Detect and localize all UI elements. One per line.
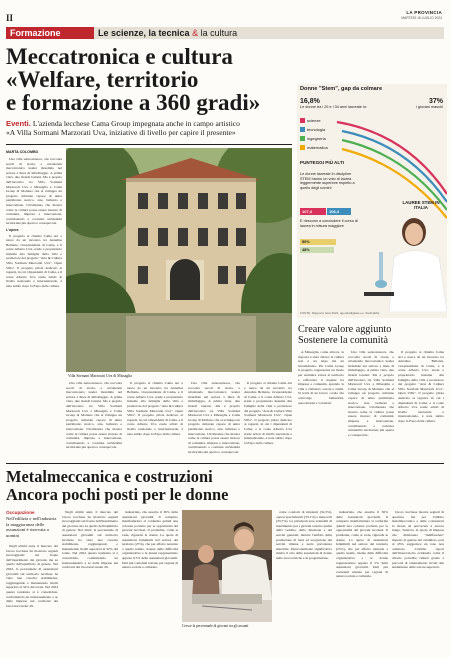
kicker: Eventi. — [6, 119, 31, 128]
sidebar-col3 — [398, 350, 444, 455]
article2-line-2: Ancora pochi posti per le donne — [6, 485, 229, 504]
subsection-amp: & — [192, 28, 199, 38]
headline-line-3: e formazione a 360 gradi» — [6, 90, 261, 115]
article2-col1 — [6, 544, 58, 656]
author: MARTA COLOMBO — [6, 150, 39, 154]
field-label: tecnologia — [307, 127, 326, 132]
sidebar-paragraph: Una villa settecentesca, che racconta secoli di storia, e un'azienda meccatronica leader mondiale nel settore a linee di imballaggio. A prima vista, due mondi lontani. Ma è proprio dall'incontro tra Villa Sormani Marzorati Uva a Missaglia e Cama Group di Molteno che si sviluppa un progetto culturale capace di unire patrimonio storico, arte, bellezza e innovazione. Un'alleanza che mostra come la cultura possa essere motore di comunità, impresa e innovazione, contribuendo a costruire un'identità territoriale più aperta e consapevole. — [348, 350, 394, 437]
article2-paragraph: Negli ultimi anni, il mercato del lavoro lecchese ha mostrato segnali incoraggianti sul fronte dell'inserimento dei giovani, ma su quello dell'equilibrio di genere. Nel 2022, la percentuale di assunzioni giovanili sul territorio lecchese ha visto una crescita stabilmente, raggiungendo e mantenendo livelli superiori al 32% del totale. Nel 2024 questa tendenza si è consolidata, confermando un interessamento e se dalle imprese nei confronti dei lavoratori under 29. — [6, 544, 58, 608]
article2-col6 — [392, 510, 444, 656]
article1-paragraph: Una villa settecentesca, che racconta secoli di storia, e un'azienda meccatronica leader mondiale nel settore a linee di imballaggio. A prima vista, due mondi lontani. Ma è proprio dall'incontro tra Villa Sormani Marzorati Uva a Missaglia e Cama Group di Molteno che si sviluppa un progetto culturale capace di unire patrimonio storico, arte, bellezza e innovazione. Un'alleanza che mostra come la cultura possa essere motore di comunità, impresa e innovazione, contribuendo a costruire un'identità territoriale più aperta e consapevole. — [66, 381, 122, 450]
workers-illustration — [182, 510, 272, 622]
subsection-a: Le scienze, la tecnica — [98, 28, 190, 38]
divider — [6, 144, 292, 145]
peaks-text: Le donne laureate in discipline STEM hanno un voto di laurea leggermente superiore rispetto a quello degli uomini — [300, 172, 355, 190]
article2-col2 — [62, 510, 118, 656]
article2-paragraph: come condotti di impianti (32,3%), operai specializzati (33,1%) e manovali (33,7%). Le principali aree aziendali di inserimento per i giovani restano quelle della vendita, della direzione e dei servizi generali, mentre l'ambito della produzione di beni ed erogazione dei servizi rimane a netta prevalenza maschile. Particolarmente significativo risulta il calo delle assunzioni di donne nelle aree tecniche e di progettazione. — [276, 510, 332, 560]
article2-line-1: Metalmeccanica e costruzioni — [6, 467, 213, 486]
sidebar-line-2: Sostenere la comunità — [298, 335, 388, 346]
article2-col3 — [122, 510, 178, 656]
infographic-title: Donne "Stem", gap da colmare — [300, 86, 383, 92]
sidebar-paragraph: A Missaglia, come altrove, la risposta è stata chiara: la cultura non è un lusso ma un investimento. Per Cama Group il progetto rappresenta un modo per restituire valore al territorio e rafforzare il legame tra impresa e comunità, aprendo la villa a visitatori, scuole e artisti. Si tratta di un lavoro corale che coinvolge istituzioni, associazioni e volontari. — [298, 350, 344, 405]
workers-photo-caption: Cresce la percentuale di giovani tra gli assunti — [182, 624, 249, 628]
villa-illustration — [66, 148, 292, 372]
sidebar-col1 — [298, 350, 344, 455]
left-percentage: 16,8% — [300, 98, 320, 105]
peaks-title: PUNTEGGI PIÙ ALTI — [300, 160, 344, 165]
sidebar-col2 — [348, 350, 394, 455]
page-number: II — [6, 13, 14, 23]
finish-women: 50% — [300, 239, 336, 245]
article1-col2 — [66, 381, 122, 455]
article1-col3 — [127, 381, 183, 455]
standfirst-2: «A Villa Sormani Marzorati Uva, iniziative di livello per capire il presente» — [6, 128, 236, 137]
field-label: matematica — [307, 145, 328, 150]
headline-line-1: Meccatronica e cultura — [6, 44, 233, 69]
sidebar-headline — [298, 324, 446, 346]
article1-paragraph: Una villa settecentesca, che racconta secoli di storia, e un'azienda meccatronica leader mondiale nel settore a linee di imballaggio. A prima vista, due mondi lontani. Ma è proprio dall'incontro tra Villa Sormani Marzorati Uva a Missaglia e Cama Group di Molteno che si sviluppa un progetto culturale capace di unire patrimonio storico, arte, bellezza e innovazione. Un'alleanza che mostra come la cultura possa essere motore di comunità, impresa e innovazione, contribuendo a costruire un'identità territoriale più aperta e consapevole. — [188, 381, 240, 454]
article2-paragraph: industriale, che assorbe il 36% delle assunzioni giovanili. Il comparto manifatturiero si conferma quindi una colonna portante per le opportunità dei giovani lecchesi. Il problema, come si vede, riguarda le donne. La quota di assunzioni femminili nel settore del terziario (25%), che per effetto naturale a quello tessile, risente delle difficoltà organizzative e le donne rappresentano appena il 5% delle assunzioni giovanili. Dati più contenuti restano per ragioni di natura sociale e culturale. — [122, 510, 178, 570]
subsection-b: la cultura — [200, 28, 238, 38]
section-banner — [94, 27, 444, 39]
finish-men: 48% — [300, 247, 334, 253]
standfirst-1: L'azienda lecchese Cama Group impegnata anche in campo artistico — [32, 119, 240, 128]
field-label: ingegneria — [307, 136, 326, 141]
masthead-paper: LA PROVINCIA — [406, 10, 442, 15]
article2-paragraph: Negli ultimi anni, il mercato del lavoro lecchese ha mostrato segnali incoraggianti sul fronte dell'inserimento dei giovani, ma su quello dell'equilibrio di genere. Nel 2022, la percentuale di assunzioni giovanili sul territorio lecchese ha visto una crescita stabilmente, raggiungendo e mantenendo livelli superiori al 32% del totale. Nel 2024 questa tendenza si è consolidata, confermando un interessamento e se dalle imprese nei confronti dei lavoratori under 29. — [62, 510, 118, 570]
article2-col4 — [276, 510, 332, 656]
article2-paragraph: lavoro lecchese mostra segnali di apertura, ma per l'ambito metalmeccanico e delle costruzioni la strada da percorrere è ancora lunga. Tuttavia, la quota di imprese che dichiarano "indifferenza" rispetto al genere del candidato, pari al 43%, suggerisce un tono non orientato. L'ultimo report dell'Osservatorio evidenzia come il divario potrebbe ridursi grazie a percorsi di orientamento rivolti alle studentesse delle scuole superiori. — [392, 510, 444, 570]
masthead-date: MARTEDÌ 16 LUGLIO 2024 — [401, 16, 442, 20]
article2-tag: Occupazione — [6, 510, 35, 515]
section-label[interactable]: Formazione — [6, 27, 94, 39]
article2-summary: Nell'edilizia e nell'industria la maggioranza delle assunzioni è riservata a uomini — [6, 516, 57, 538]
right-percentage: 37% — [428, 98, 443, 105]
article1-paragraph: Il progetto si chiama Cama Art e nasce da un incontro tra Annalisa Bellante, vicepresidente di Cama, e il conte Alberto Uva, erede e proprietario insieme alla famiglia della villa e promotore del progetto "Arte & Cultura Villa Sormani Marzorati Uva". Open Villa". Il progetto pilota dedicato ai ragazzi, in cui i dipendenti di Cama, e il conte Alberto Uva erede artisti di livello nazionale e internazionale, è nata subito dopo la Expo della cultura. — [127, 381, 183, 436]
article2-col5 — [336, 510, 388, 656]
finish-text: E riescono a concludere il corso di laurea in misura maggiore — [300, 219, 358, 228]
scientist-illustration — [359, 212, 447, 312]
article1-col1 — [6, 157, 62, 455]
workers-photo — [182, 510, 272, 622]
headline-line-2: «Welfare, territorio — [6, 67, 199, 92]
article2-paragraph: industriale, che assorbe il 36% delle assunzioni giovanili. Il comparto manifatturiero si conferma quindi una colonna portante per le opportunità dei giovani lecchesi. Il problema, come si vede, riguarda le donne. La quota di assunzioni femminili nel settore del terziario (25%), che per effetto naturale a quello tessile, risente delle difficoltà organizzative e le donne rappresentano appena il 5% delle assunzioni giovanili. Dati più contenuti restano per ragioni di natura sociale e culturale. — [336, 510, 388, 579]
article1-paragraph: Il progetto si chiama Cama Art e nasce da un incontro tra Annalisa Bellante, vicepresidente di Cama, e il conte Alberto Uva, erede e proprietario insieme alla famiglia della villa e promotore del progetto "Arte & Cultura Villa Sormani Marzorati Uva". Open Villa". Il progetto pilota dedicato ai ragazzi, in cui i dipendenti di Cama, e il conte Alberto Uva erede artisti di livello nazionale e internazionale, è nata subito dopo la Expo della cultura. — [6, 233, 62, 289]
article1-col4 — [188, 381, 240, 455]
section-divider — [6, 463, 444, 464]
article1-subhead: L'opera — [6, 227, 19, 232]
article1-paragraph: Il progetto si chiama Cama Art e nasce da un incontro tra Annalisa Bellante, vicepresidente di Cama, e il conte Alberto Uva, erede e proprietario insieme alla famiglia della villa e promotore del progetto "Arte & Cultura Villa Sormani Marzorati Uva". Open Villa". Il progetto pilota dedicato ai ragazzi, in cui i dipendenti di Cama, e il conte Alberto Uva erede artisti di livello nazionale e internazionale, è nata subito dopo la Expo della cultura. — [244, 381, 292, 445]
infographic-source: FONTE: Rapporto Istat 2024, agendadigitale.eu, StatCaMot — [300, 311, 380, 315]
score-women: 107,3 — [300, 208, 326, 215]
sidebar-paragraph: Il progetto si chiama Cama Art e nasce da un incontro tra Annalisa Bellante, vicepresidente di Cama, e il conte Alberto Uva, erede e proprietario insieme alla famiglia della villa e promotore del progetto "Arte & Cultura Villa Sormani Marzorati Uva". Open Villa". Il progetto pilota dedicato ai ragazzi, in cui i dipendenti di Cama, e il conte Alberto Uva erede artisti di livello nazionale e internazionale, è nata subito dopo la Expo della cultura. — [398, 350, 444, 423]
sidebar-line-1: Creare valore aggiunto — [298, 324, 392, 335]
graduates-label: LAUREE STEM IN ITALIA — [402, 200, 440, 210]
villa-photo — [66, 148, 292, 372]
score-men: 106,4 — [327, 208, 351, 215]
infographic — [297, 84, 447, 318]
right-text: i giovani maschi — [415, 105, 443, 109]
article2-headline — [6, 468, 446, 504]
article1-headline — [6, 45, 296, 114]
article1-paragraph: Una villa settecentesca, che racconta secoli di storia, e un'azienda meccatronica leader mondiale nel settore a linee di imballaggio. A prima vista, due mondi lontani. Ma è proprio dall'incontro tra Villa Sormani Marzorati Uva a Missaglia e Cama Group di Molteno che si sviluppa un progetto culturale capace di unire patrimonio storico, arte, bellezza e innovazione. Un'alleanza che mostra come la cultura possa essere motore di comunità, impresa e innovazione, contribuendo a costruire un'identità territoriale più aperta e consapevole. — [6, 157, 62, 226]
article1-standfirst — [6, 119, 296, 137]
left-text: Le donne tra i 25 e i 34 anni laureate in: — [300, 105, 367, 109]
article1-col5 — [244, 381, 292, 455]
field-label: scienze — [307, 118, 321, 123]
villa-photo-caption: Villa Sormani Marzorati Uva di Missaglia — [68, 374, 132, 378]
